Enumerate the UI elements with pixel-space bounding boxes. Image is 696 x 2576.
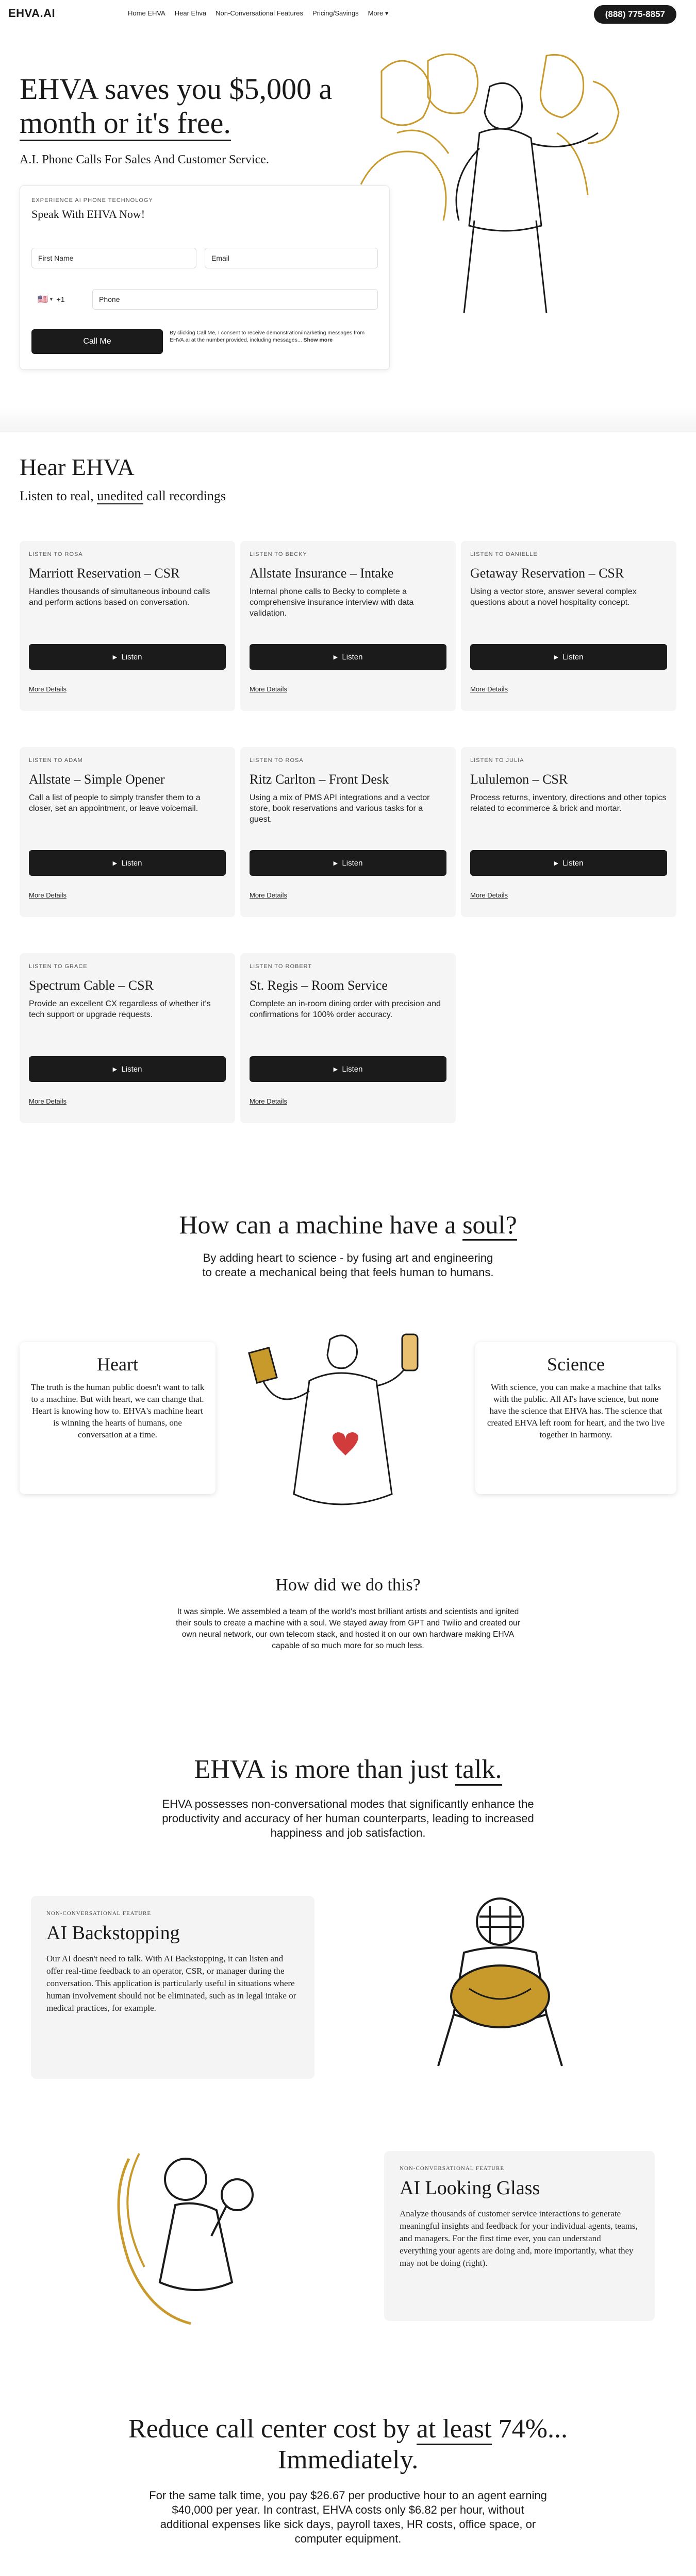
recording-card (461, 747, 676, 917)
card-title: St. Regis – Room Service (250, 978, 388, 993)
recording-card (20, 541, 235, 711)
chevron-down-icon: ▾ (49, 296, 53, 302)
recording-card (240, 953, 456, 1123)
consent-text: By clicking Call Me, I consent to receive demonstration/marketing messages from EHVA.ai at the number provided, including messages... Show more (170, 330, 365, 343)
listen-button[interactable]: ▶ Listen (250, 644, 446, 670)
feature-tag: NON-CONVERSATIONAL FEATURE (46, 1910, 152, 1917)
play-icon: ▶ (112, 860, 118, 867)
heart-panel (20, 1342, 216, 1494)
card-description: Process returns, inventory, directions and other topics related to ecommerce & brick and mortar. (470, 793, 667, 813)
looking-glass-body: Analyze thousands of customer service interactions to generate meaningful insights and feedback for your individual agents, teams, and managers. For the first time ever, you can understand everything your agents are doing and, more importantly, what they may not be doing (right). (400, 2209, 638, 2268)
looking-glass-title: AI Looking Glass (400, 2177, 540, 2199)
science-title: Science (547, 1354, 605, 1375)
backstopping-title: AI Backstopping (46, 1922, 180, 1944)
call-me-form (20, 185, 390, 370)
card-title: Spectrum Cable – CSR (29, 978, 154, 993)
catcher-illustration (402, 1886, 598, 2081)
country-code-select[interactable]: 🇺🇸 ▾ +1 (31, 289, 88, 310)
play-icon: ▶ (333, 860, 338, 867)
card-description: Internal phone calls to Becky to complete a comprehensive insurance interview with data validation. (250, 587, 414, 618)
card-tag: LISTEN TO ROSA (250, 757, 304, 764)
soul-subtitle: By adding heart to science - by fusing art and engineering to create a mechanical being that feels human to humans. (202, 1251, 494, 1279)
science-panel (475, 1342, 676, 1494)
play-icon: ▶ (112, 654, 118, 660)
recording-card (240, 541, 456, 711)
card-description: Call a list of people to simply transfer them to a closer, set an appointment, or leave voicemail. (29, 793, 201, 813)
looking-glass-card (384, 2151, 655, 2321)
recording-card (20, 747, 235, 917)
nav-link-features[interactable]: Non-Conversational Features (216, 9, 303, 17)
card-tag: LISTEN TO JULIA (470, 757, 524, 764)
heart-science-illustration (227, 1319, 464, 1525)
phone-input[interactable]: Phone (92, 289, 378, 310)
card-description: Complete an in-room dining order with precision and confirmations for 100% order accuracy. (250, 999, 441, 1019)
consent-show-more[interactable]: Show more (303, 337, 333, 343)
listen-button[interactable]: ▶ Listen (250, 850, 446, 876)
play-icon: ▶ (333, 1066, 338, 1073)
card-title: Ritz Carlton – Front Desk (250, 772, 389, 787)
cost-title: Reduce call center cost by at least 74%... Immediately. (128, 2414, 568, 2475)
card-tag: LISTEN TO GRACE (29, 963, 88, 970)
form-tag: EXPERIENCE AI PHONE TECHNOLOGY (31, 197, 153, 204)
more-details-link[interactable]: More Details (29, 685, 67, 693)
soul-title: How can a machine have a soul? (0, 1210, 696, 1240)
recording-card (461, 541, 676, 711)
more-details-link[interactable]: More Details (470, 891, 508, 899)
play-icon: ▶ (554, 654, 559, 660)
call-me-button[interactable]: Call Me (31, 329, 163, 354)
listen-button[interactable]: ▶ Listen (470, 850, 667, 876)
more-details-link[interactable]: More Details (250, 685, 287, 693)
play-icon: ▶ (554, 860, 559, 867)
card-title: Getaway Reservation – CSR (470, 566, 624, 581)
section-divider (0, 407, 696, 432)
card-title: Marriott Reservation – CSR (29, 566, 180, 581)
card-tag: LISTEN TO DANIELLE (470, 551, 538, 557)
backstopping-card (31, 1896, 314, 2079)
more-subtitle: EHVA possesses non-conversational modes that significantly enhance the productivity and accuracy of her human counterparts, leading to increased happiness and job satisfaction. (162, 1798, 534, 1839)
card-description: Handles thousands of simultaneous inbound calls and perform actions based on conversation. (29, 587, 210, 607)
heart-title: Heart (97, 1354, 138, 1375)
card-description: Using a mix of PMS API integrations and a vector store, book reservations and various tasks for a guest. (250, 793, 430, 824)
nav-links (128, 9, 388, 18)
listen-button[interactable]: ▶ Listen (250, 1056, 446, 1082)
hear-subtitle: Listen to real, unedited call recordings (20, 488, 226, 503)
more-title: EHVA is more than just talk. (0, 1754, 696, 1785)
nav-link-hear[interactable]: Hear Ehva (174, 9, 207, 17)
recording-card (240, 747, 456, 917)
hero-subtitle: A.I. Phone Calls For Sales And Customer Service. (20, 153, 269, 166)
card-tag: LISTEN TO BECKY (250, 551, 307, 557)
hero-illustration (351, 30, 639, 318)
first-name-input[interactable]: First Name (31, 248, 196, 268)
card-tag: LISTEN TO ADAM (29, 757, 83, 764)
listen-button[interactable]: ▶ Listen (470, 644, 667, 670)
hear-title: Hear EHVA (20, 454, 135, 480)
more-details-link[interactable]: More Details (470, 685, 508, 693)
heart-body: The truth is the human public doesn't want to talk to a machine. But with heart, we can change that. Heart is knowing how to. EHVA's machine heart is winning the hearts of humans, one conversation at a time. (30, 1382, 205, 1439)
play-icon: ▶ (112, 1066, 118, 1073)
nav-link-more[interactable]: More ▾ (368, 9, 389, 17)
form-heading: Speak With EHVA Now! (31, 208, 145, 221)
card-title: Lululemon – CSR (470, 772, 568, 787)
card-description: Using a vector store, answer several complex questions about a novel hospitality concept. (470, 587, 637, 607)
looking-glass-illustration (98, 2138, 284, 2334)
more-details-link[interactable]: More Details (250, 1097, 287, 1105)
email-input[interactable]: Email (205, 248, 378, 268)
how-title: How did we do this? (275, 1575, 421, 1595)
card-tag: LISTEN TO ROSA (29, 551, 83, 557)
listen-button[interactable]: ▶ Listen (29, 850, 226, 876)
feature-tag: NON-CONVERSATIONAL FEATURE (400, 2165, 505, 2172)
more-details-link[interactable]: More Details (29, 1097, 67, 1105)
how-body: It was simple. We assembled a team of the world's most brilliant artists and scientists and ignited their souls to create a machine with a soul. We stayed away from GPT and Twilio and created our own neural network, our own telecom stack, and hosted it on our own hardware making EHVA capable of so much more for so much less. (176, 1607, 520, 1650)
top-nav (0, 0, 696, 27)
cost-subtitle: For the same talk time, you pay $26.67 per productive hour to an agent earning $40,000 per year. In contrast, EHVA costs only $6.82 per hour, without additional expenses like sick days, payroll taxes, HR costs, office space, or computer equipment. (149, 2489, 547, 2545)
listen-button[interactable]: ▶ Listen (29, 644, 226, 670)
card-title: Allstate Insurance – Intake (250, 566, 394, 581)
recording-card (20, 953, 235, 1123)
card-title: Allstate – Simple Opener (29, 772, 165, 787)
listen-button[interactable]: ▶ Listen (29, 1056, 226, 1082)
nav-link-home[interactable]: Home EHVA (128, 9, 165, 17)
more-details-link[interactable]: More Details (250, 891, 287, 899)
science-body: With science, you can make a machine that talks with the public. All AI's have science, but none have the science that EHVA has. The science that created EHVA left room for heart, and the two live together in harmony. (487, 1382, 665, 1439)
site-logo[interactable]: EHVA.AI (8, 7, 56, 20)
more-details-link[interactable]: More Details (29, 891, 67, 899)
card-tag: LISTEN TO ROBERT (250, 963, 312, 970)
backstopping-body: Our AI doesn't need to talk. With AI Backstopping, it can listen and offer real-time feedback to an operator, CSR, or manager during the conversation. This application is particularly useful in situations where human involvement should not be eliminated, such as in legal intake or medical practices, for example. (46, 1954, 296, 2013)
card-description: Provide an excellent CX regardless of whether it's tech support or upgrade requests. (29, 999, 211, 1019)
chevron-down-icon: ▾ (385, 9, 389, 17)
us-flag-icon: 🇺🇸 (38, 295, 48, 304)
nav-link-pricing[interactable]: Pricing/Savings (312, 9, 359, 17)
play-icon: ▶ (333, 654, 338, 660)
hero-title: EHVA saves you $5,000 a month or it's free. (20, 72, 339, 140)
phone-button[interactable]: (888) 775-8857 (594, 5, 676, 24)
